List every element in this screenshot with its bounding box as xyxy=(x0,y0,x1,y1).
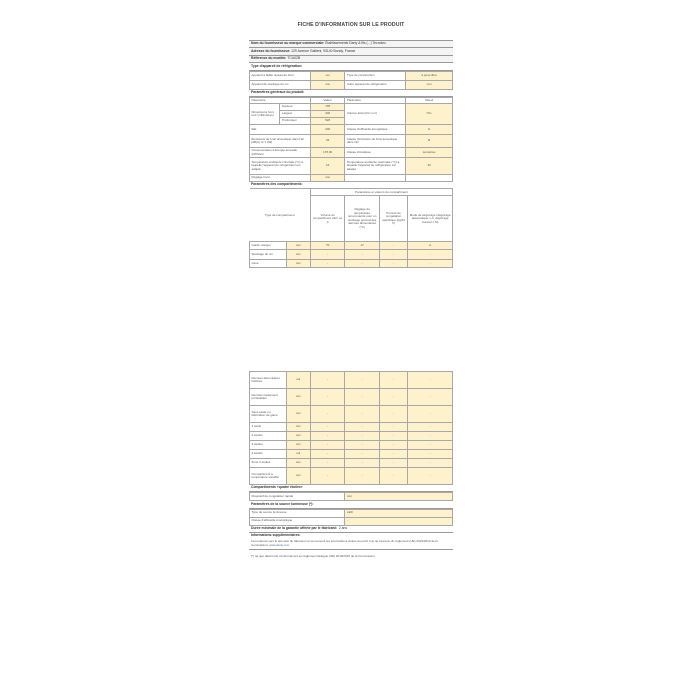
table-row: Denrées alimentaires fraîches oui - - - - xyxy=(250,372,453,389)
upper-block xyxy=(249,40,453,268)
table-row: 4 étoiles oui - - - - xyxy=(250,450,453,459)
model-reference-row: Référence du modèle: TCA02B xyxy=(249,56,453,63)
extra-info-heading: Informations supplémentaires: xyxy=(251,533,301,538)
manufacturer-link[interactable]: www.darty.com xyxy=(269,542,290,547)
sheet-title: FICHE D'INFORMATION SUR LE PRODUIT xyxy=(297,22,405,28)
table-row: 2 étoiles non - - - - xyxy=(250,432,453,441)
table-row: 1 étoile non - - - - xyxy=(250,423,453,432)
compartments-heading: Paramètres des compartiments: xyxy=(251,182,303,187)
four-star-heading: Compartiments «quatre étoiles» xyxy=(249,485,453,492)
appliance-type-table: Appareil à faible niveau de bruit oui Type de construction à pose libre Appareil de stockage du vin non Autre appareil de réfrigération non xyxy=(249,71,453,90)
four-star-table: Dispositif de congélation rapide non xyxy=(249,492,453,501)
light-source-table: Type de source lumineuse LED Classe d'efficacité énergétique - xyxy=(249,509,453,526)
table-row: Denrées hautement périssables non - - - - xyxy=(250,389,453,406)
table-row: 3 étoiles non - - - - xyxy=(250,441,453,450)
warranty-row: Durée minimale de la garantie offerte par le fabricant: 2 ans xyxy=(249,526,453,533)
lower-block xyxy=(249,371,453,559)
table-row: Sans étoile ou fabrication de glace non - - - - xyxy=(250,406,453,423)
supplier-address-row: Adresse du fournisseur: 129 Avenue Gallieni, 93140 Bondy, France xyxy=(249,48,453,55)
table-row: Zone 2 étoiles non - - - - xyxy=(250,459,453,468)
extra-info-text: Lien internet vers le site web du fabricant où se trouvent les informations visées au point 4 a) de l'annexe du règlement (UE) 2019/2019 de la Commission: www.darty.com xyxy=(249,539,453,549)
general-params-heading: Paramètres généraux du produit: xyxy=(249,90,453,97)
compartments-table-continued xyxy=(249,371,453,485)
compartments-table: Type de compartiment Paramètres et valeurs du compartiment Volume du compartiment (dm³ ou l) Réglage de température recommandé pour un stockage optimal des denrées alimentaires (°C) Pouvoir de congélation spécifique (kg/24 h) Mode de dégivrage (dégivrage automatique = A, dégivrage manuel = M) Garde-manger non 70 17 - A Stockage du vin non - - - - Cave non - - - - xyxy=(249,188,453,268)
supplier-name-row: Nom du fournisseur ou marque commerciale: Établissements Darty & fils (...) Tecnolec xyxy=(249,40,453,48)
appliance-type-heading: Type d'appareil de réfrigération: xyxy=(249,63,453,70)
table-row: Stockage du vin non - - - - xyxy=(250,250,453,260)
table-row: Cave non - - - - xyxy=(250,260,453,268)
table-row: Garde-manger non 70 17 - A xyxy=(250,242,453,250)
general-params-table: Paramètre Valeur Paramètre Valeur Dimensions hors tout (millimètres) Hauteur 735 Volume total (dm³ ou l) 70 L Largeur 400 Profondeur 528 IEE 200 Classe d'efficacité énergétique G Émissions de bruit acoustique dans l'air [dB(A) re 1 pW] 26 Classe d'émission de bruit acoustique dans l'air B Consommation d'énergie annuelle (kWh/an) 178,00 Classe climatique: tempérée Température ambiante minimale (°C) à laquelle l'appareil de réfrigération est adapté 16 Température ambiante maximale (°C) à laquelle l'appareil de réfrigération est adapté 32 Réglage hiver non xyxy=(249,97,453,182)
table-row: Compartiment à température variable non - - - - xyxy=(250,468,453,485)
footnote: (*) tel que déterminé conformément au règlement délégué (UE) 2019/2015 de la Commission. xyxy=(251,553,376,558)
light-source-heading: Paramètres de la source lumineuse (*): xyxy=(249,501,453,508)
